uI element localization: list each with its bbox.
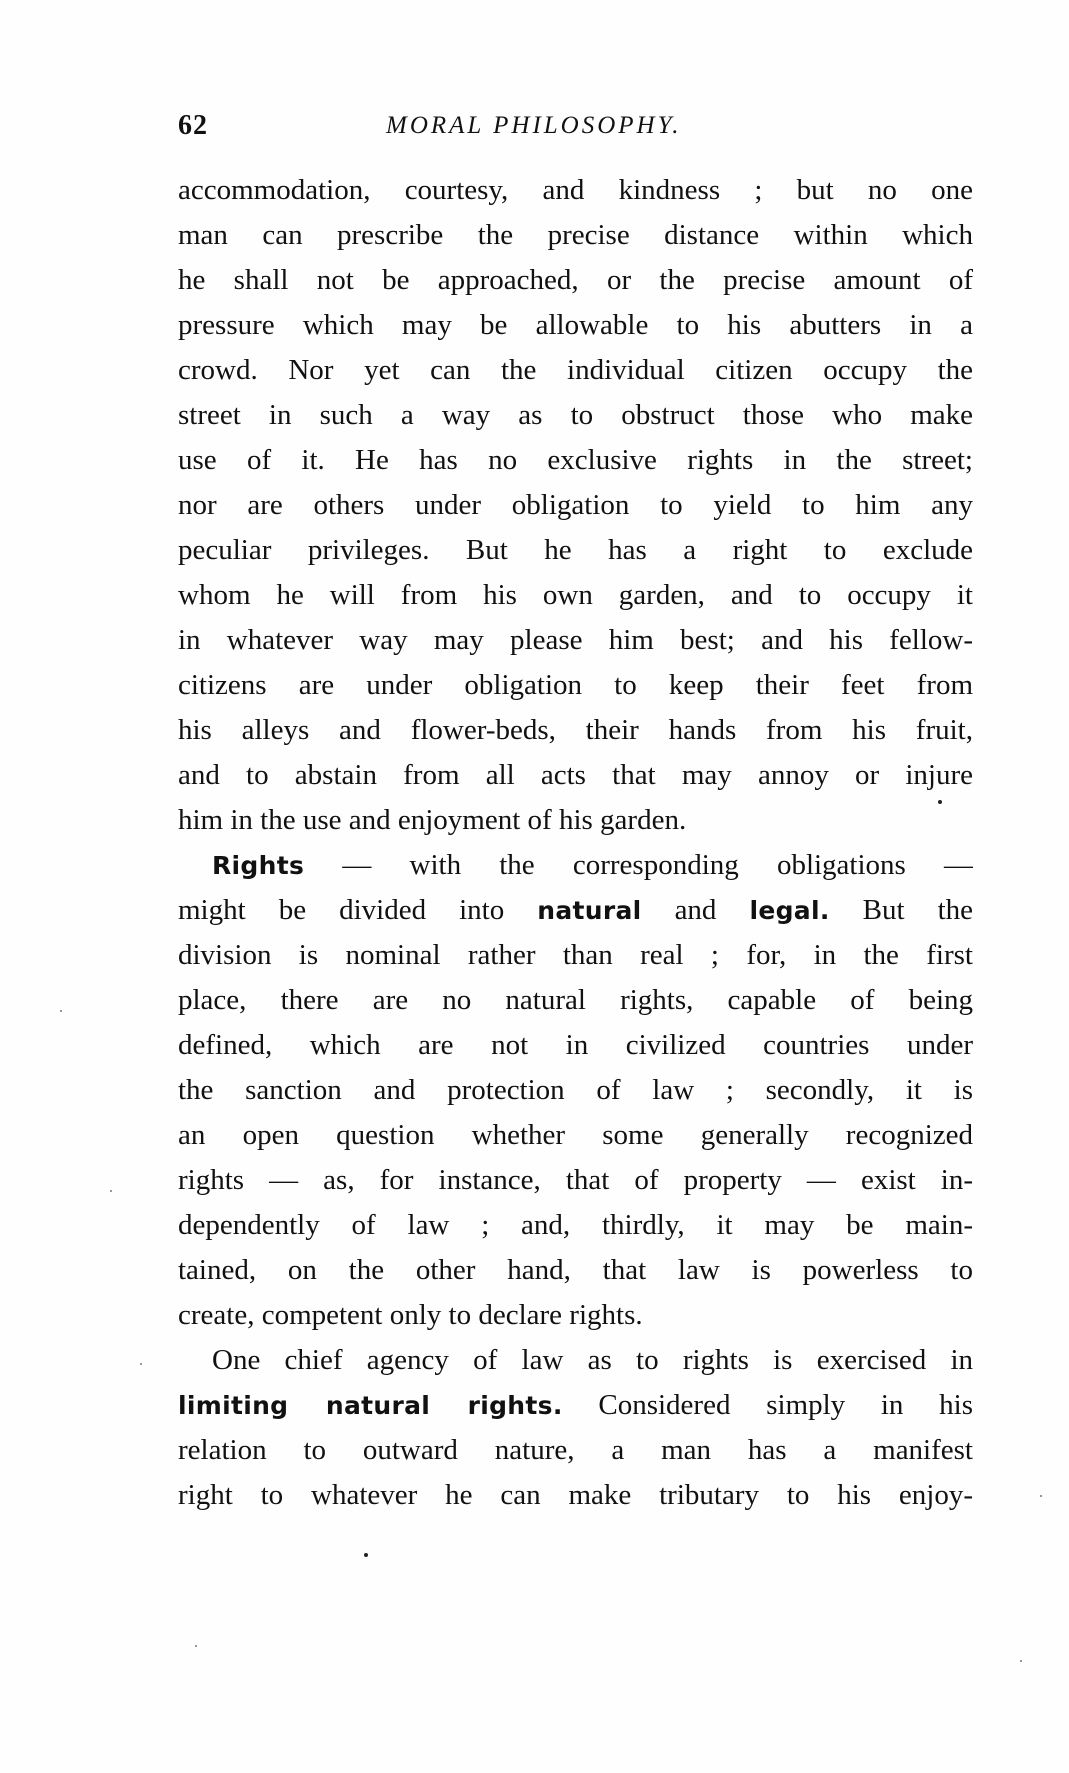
text-line: in whatever way may please him best; and his fellow- [178,624,973,656]
running-title: MORAL PHILOSOPHY. [386,112,682,139]
text-line: use of it. He has no exclusive rights in the street; [178,444,973,476]
page-header [178,110,978,152]
scan-speck [110,1190,112,1192]
text-line: the sanction and protection of law ; secondly, it is [178,1074,973,1106]
text-line: street in such a way as to obstruct those who make [178,399,973,431]
text-line [178,843,973,888]
scan-speck [1040,1495,1042,1497]
paragraph-3 [178,1338,973,1518]
text-run: Considered simply in his [598,1389,973,1421]
text-line: his alleys and flower-beds, their hands from his fruit, [178,714,973,746]
text-line: right to whatever he can make tributary to his enjoy- [178,1479,973,1511]
text-run: — with the corresponding obligations — [342,849,973,881]
term-natural: natural [537,896,642,925]
term-limiting-natural-rights: limiting natural rights. [178,1391,563,1420]
scan-speck [1020,1660,1022,1662]
text-line [178,1383,973,1428]
text-line [178,888,973,933]
text-run: and [674,894,717,926]
text-line: citizens are under obligation to keep their feet from [178,669,973,701]
text-line: crowd. Nor yet can the individual citizen occupy the [178,354,973,386]
paragraph-2 [178,843,973,1338]
text-line: man can prescribe the precise distance within which [178,219,973,251]
text-line: an open question whether some generally recognized [178,1119,973,1151]
text-line: pressure which may be allowable to his abutters in a [178,309,973,341]
body-text [178,168,973,1518]
scan-speck [364,1553,368,1557]
text-line: create, competent only to declare rights. [178,1299,643,1331]
text-line: dependently of law ; and, thirdly, it may be main- [178,1209,973,1241]
text-line: tained, on the other hand, that law is powerless to [178,1254,973,1286]
text-line: place, there are no natural rights, capable of being [178,984,973,1016]
text-run: might be divided into [178,894,505,926]
text-line: defined, which are not in civilized countries under [178,1029,973,1061]
text-line: relation to outward nature, a man has a manifest [178,1434,973,1466]
text-line: nor are others under obligation to yield to him any [178,489,973,521]
text-run: But the [862,894,973,926]
text-line: whom he will from his own garden, and to occupy it [178,579,973,611]
text-line: him in the use and enjoyment of his garden. [178,804,687,836]
scan-speck [60,1010,62,1012]
text-line: rights — as, for instance, that of property — exist in- [178,1164,973,1196]
scan-speck [938,800,942,804]
term-legal: legal. [749,896,830,925]
text-line: he shall not be approached, or the precise amount of [178,264,973,296]
scan-speck [140,1363,142,1365]
page-number: 62 [178,110,208,141]
text-line: peculiar privileges. But he has a right to exclude [178,534,973,566]
text-line: and to abstain from all acts that may annoy or injure [178,759,973,791]
paragraph-1 [178,168,973,843]
text-line: One chief agency of law as to rights is exercised in [212,1344,973,1376]
text-line: division is nominal rather than real ; for, in the first [178,939,973,971]
term-rights: Rights [212,851,305,880]
scan-speck [195,1645,197,1647]
text-line: accommodation, courtesy, and kindness ; but no one [178,174,973,206]
